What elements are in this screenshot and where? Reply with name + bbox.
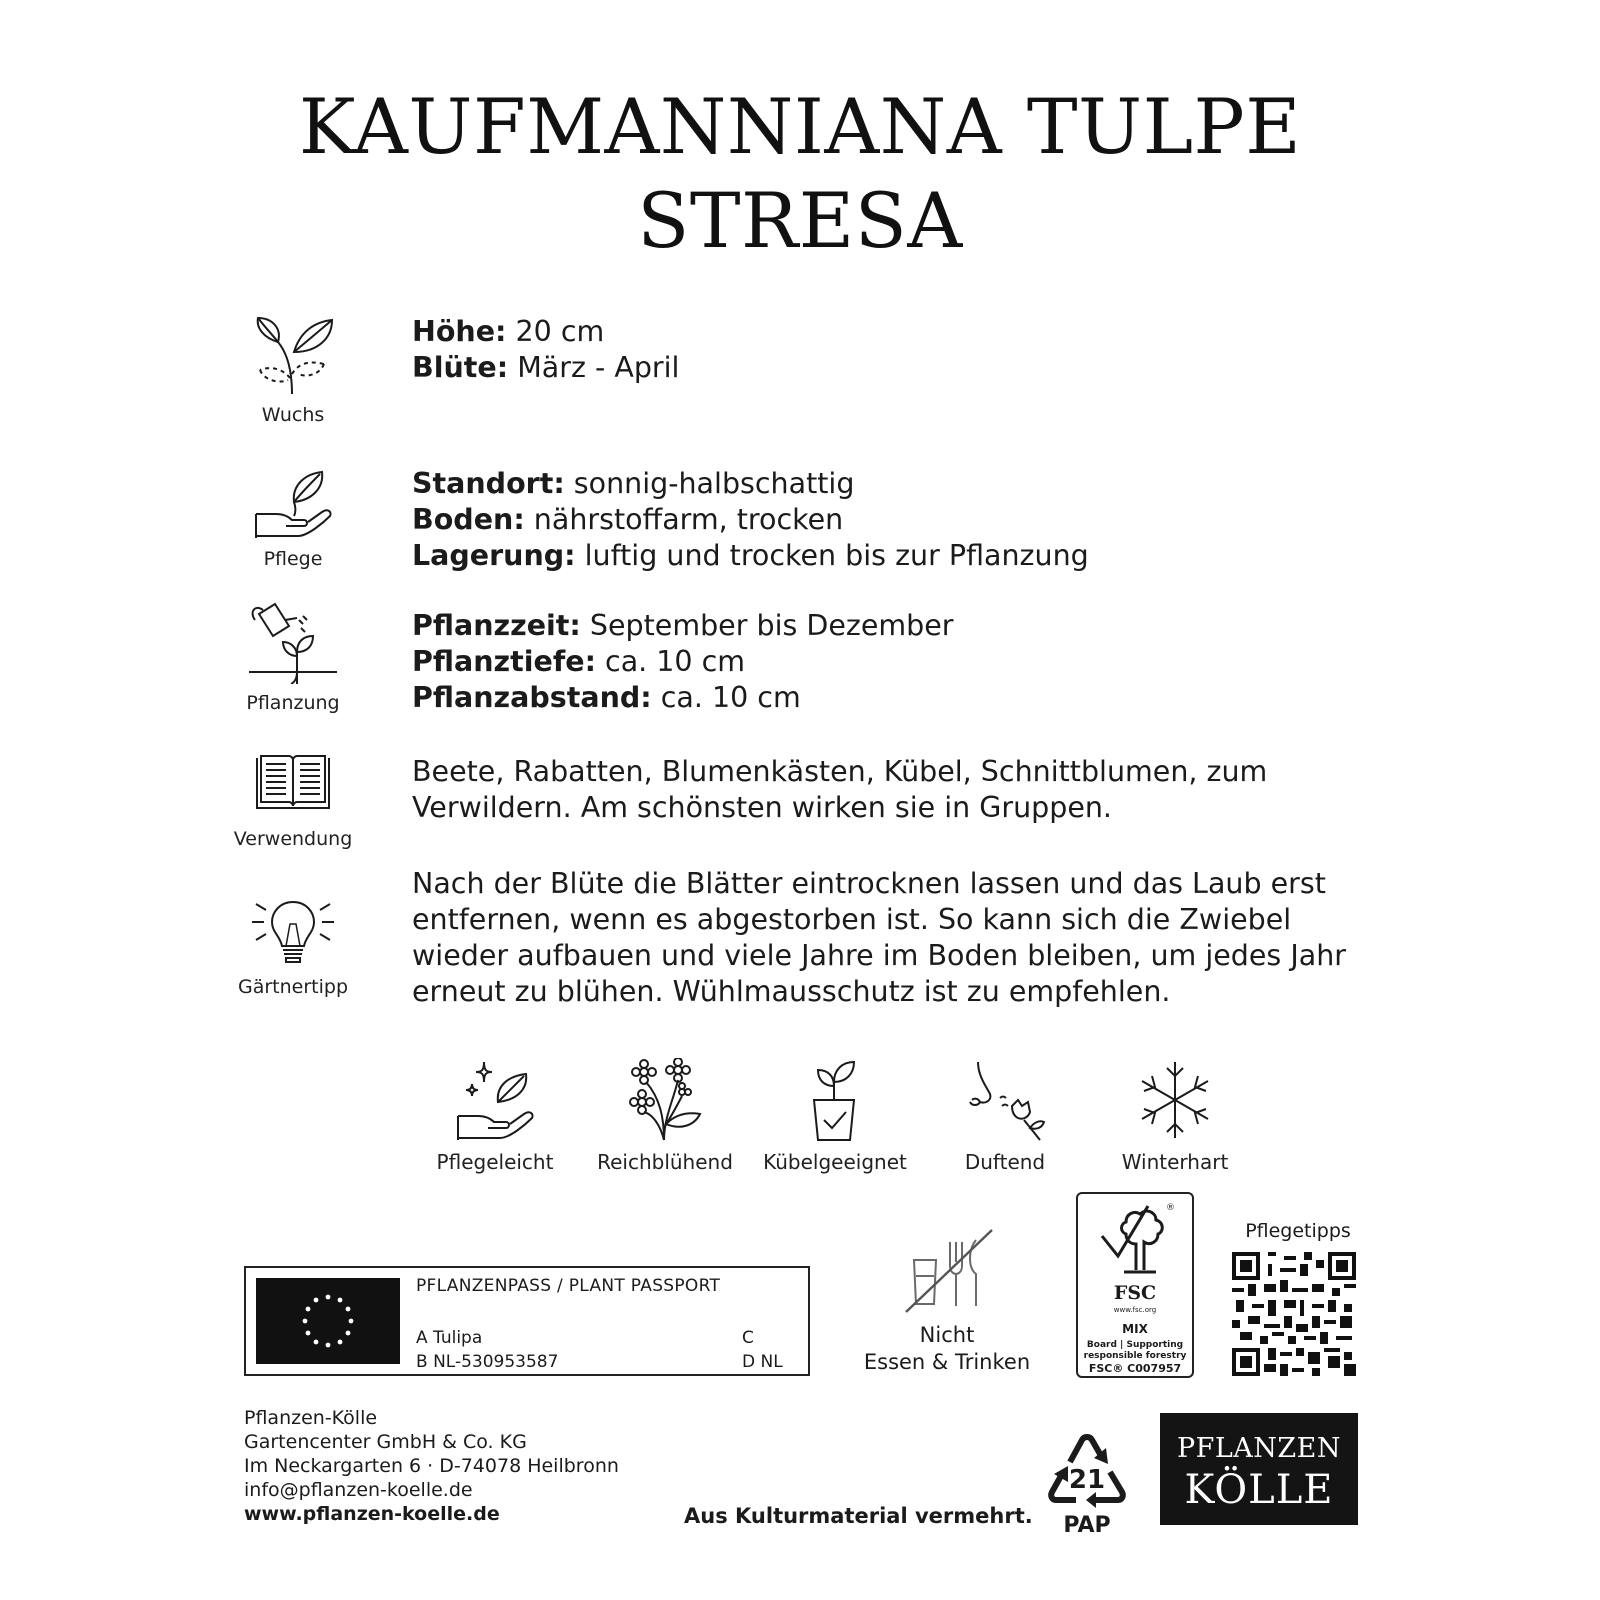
pflanzung-text (412, 608, 1372, 716)
feature-reichbluehend (580, 1058, 750, 1174)
passport-c: C (742, 1328, 754, 1348)
fsc-url: www.fsc.org (1113, 1306, 1157, 1314)
fsc-desc-line-1: Board | Supporting (1086, 1340, 1184, 1350)
feature-kuebelgeeignet (750, 1058, 920, 1174)
product-title (0, 80, 1600, 268)
address-website[interactable]: www.pflanzen-koelle.de (244, 1503, 500, 1525)
feature-reichbluehend-label: Reichblühend (597, 1150, 733, 1174)
fsc-desc-line-2: responsible forestry (1083, 1351, 1187, 1361)
lightbulb-icon (248, 896, 338, 966)
cultivation-note: Aus Kulturmaterial vermehrt. (684, 1504, 1033, 1528)
pflege-text (412, 466, 1372, 574)
pflanzabstand-key: Pflanzabstand: (412, 681, 652, 714)
flowers-icon (620, 1058, 710, 1142)
fsc-code: FSC® C007957 (1088, 1362, 1182, 1375)
logo-line-1: PFLANZEN (1176, 1433, 1342, 1464)
wuchs-column (230, 312, 356, 426)
wuchs-text (412, 314, 1372, 386)
feature-pflegeleicht (410, 1058, 580, 1174)
bluete-value: März - April (508, 351, 680, 384)
passport-b: B NL-530953587 (416, 1352, 559, 1372)
standort-key: Standort: (412, 467, 565, 500)
boden-key: Boden: (412, 503, 525, 536)
pflanzabstand-value: ca. 10 cm (651, 681, 801, 714)
boden-value: nährstoffarm, trocken (524, 503, 844, 536)
verwendung-line-2: Verwildern. Am schönsten wirken sie in Gruppen. (412, 791, 1112, 824)
tipp-line-4: erneut zu blühen. Wühlmausschutz ist zu empfehlen. (412, 975, 1171, 1008)
potted-plant-icon (790, 1058, 880, 1142)
address-line-3: Im Neckargarten 6 · D-74078 Heilbronn (244, 1455, 619, 1477)
verwendung-column (230, 752, 356, 850)
snowflake-icon (1130, 1058, 1220, 1142)
verwendung-line-1: Beete, Rabatten, Blumenkästen, Kübel, Schnittblumen, zum (412, 755, 1268, 788)
pflanzzeit-value: September bis Dezember (580, 609, 954, 642)
recycling-pap-icon (1040, 1418, 1134, 1538)
plant-passport (244, 1266, 810, 1376)
pflanztiefe-value: ca. 10 cm (595, 645, 746, 678)
qr-label: Pflegetipps (1245, 1220, 1351, 1242)
feature-duftend (920, 1058, 1090, 1174)
feature-kuebelgeeignet-label: Kübelgeeignet (763, 1150, 907, 1174)
recycle-number: 21 (1068, 1465, 1106, 1495)
open-book-icon (253, 752, 333, 814)
address-line-1: Pflanzen-Kölle (244, 1407, 378, 1429)
pflanzung-label: Pflanzung (246, 692, 340, 714)
feature-pflegeleicht-label: Pflegeleicht (436, 1150, 554, 1174)
title-line-2: STRESA (637, 176, 963, 265)
tipp-line-2: entfernen, wenn es abgestorben ist. So kann sich die Zwiebel (412, 903, 1292, 936)
standort-value: sonnig-halbschattig (564, 467, 855, 500)
logo-line-2: KÖLLE (1184, 1467, 1334, 1513)
tipp-line-1: Nach der Blüte die Blätter eintrocknen lassen und das Laub erst (412, 867, 1326, 900)
recycle-code: PAP (1063, 1513, 1111, 1538)
pflanzzeit-key: Pflanzzeit: (412, 609, 581, 642)
seedling-leaves-icon (248, 312, 338, 396)
not-edible-line-2: Essen & Trinken (863, 1350, 1031, 1374)
lagerung-key: Lagerung: (412, 539, 576, 572)
feature-winterhart-label: Winterhart (1121, 1150, 1229, 1174)
pflanzung-column (230, 598, 356, 714)
address-line-2: Gartencenter GmbH & Co. KG (244, 1431, 527, 1453)
not-edible-line-1: Nicht (919, 1323, 975, 1347)
pflege-column (230, 468, 356, 570)
hand-leaf-icon (248, 468, 338, 540)
hoehe-value: 20 cm (506, 315, 605, 348)
not-edible-warning (862, 1226, 1032, 1376)
hand-sparkle-leaf-icon (450, 1058, 540, 1142)
fsc-mix: MIX (1122, 1322, 1148, 1336)
fsc-name: FSC (1113, 1282, 1157, 1304)
passport-title: PFLANZENPASS / PLANT PASSPORT (416, 1276, 721, 1296)
lagerung-value: luftig und trocken bis zur Pflanzung (575, 539, 1089, 572)
watering-can-icon (245, 598, 341, 684)
no-eating-drinking-icon (892, 1226, 1002, 1318)
feature-duftend-label: Duftend (964, 1150, 1046, 1174)
feature-icons-row (410, 1058, 1290, 1178)
verwendung-label: Verwendung (233, 828, 353, 850)
qr-code-icon[interactable] (1232, 1252, 1356, 1376)
svg-text:®: ® (1166, 1203, 1175, 1213)
bluete-key: Blüte: (412, 351, 509, 384)
verwendung-text (412, 754, 1372, 826)
pflanztiefe-key: Pflanztiefe: (412, 645, 596, 678)
pflege-label: Pflege (263, 548, 323, 570)
eu-stars-icon (256, 1278, 400, 1364)
company-address (244, 1406, 619, 1526)
gaertnertipp-column (230, 896, 356, 998)
address-email[interactable]: info@pflanzen-koelle.de (244, 1479, 473, 1501)
nose-tulip-icon (960, 1058, 1050, 1142)
fsc-description (1078, 1340, 1192, 1362)
passport-d: D NL (742, 1352, 783, 1372)
gaertnertipp-text (412, 866, 1372, 1010)
hoehe-key: Höhe: (412, 315, 507, 348)
fsc-tree-check-icon (1096, 1200, 1176, 1282)
fsc-label (1076, 1192, 1194, 1378)
title-line-1: KAUFMANNIANA TULPE (298, 82, 1302, 171)
gaertnertipp-label: Gärtnertipp (237, 976, 349, 998)
passport-a: A Tulipa (416, 1328, 483, 1348)
feature-winterhart (1090, 1058, 1260, 1174)
pflanzen-koelle-logo (1160, 1413, 1358, 1525)
eu-flag (256, 1278, 400, 1364)
wuchs-label: Wuchs (261, 404, 325, 426)
tipp-line-3: wieder aufbauen und viele Jahre im Boden bleiben, um jedes Jahr (412, 939, 1346, 972)
